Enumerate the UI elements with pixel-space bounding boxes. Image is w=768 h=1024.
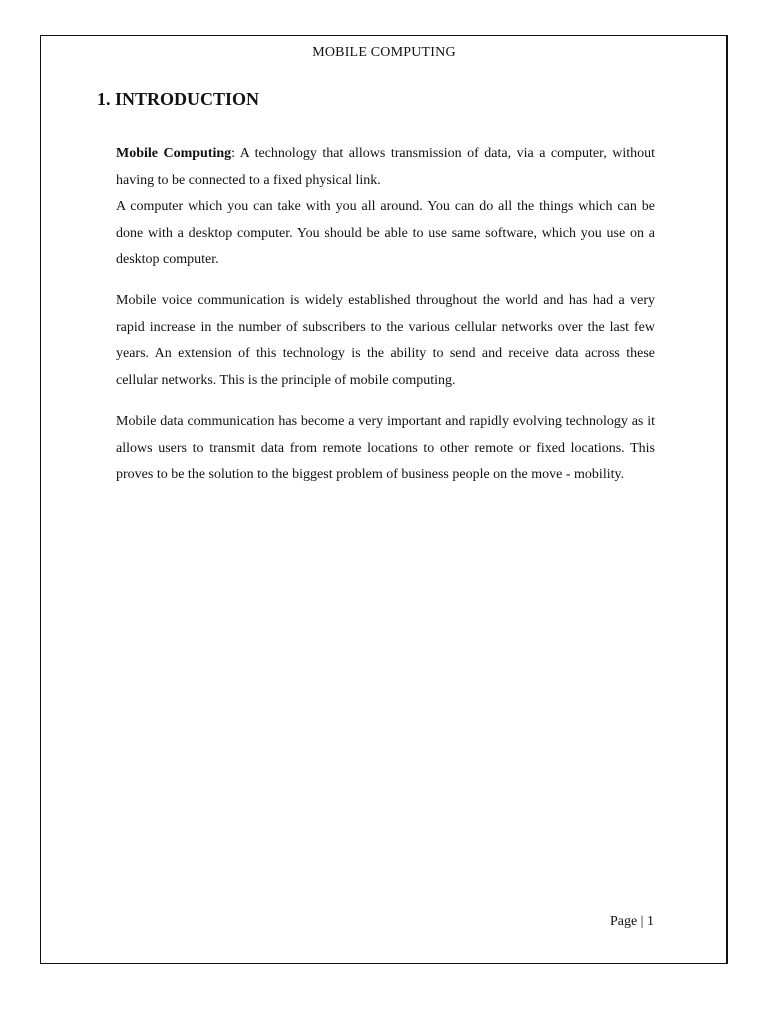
paragraph-data-communication: Mobile data communication has become a very important and rapidly evolving technology as it allows users to transmit data from remote locations to other remote or fixed locations. This proves to be the solution to the biggest problem of business people on the move - mobility. (116, 414, 655, 482)
paragraph-voice-communication: Mobile voice communication is widely established throughout the world and has had a very rapid increase in the number of subscribers to the various cellular networks over the last few years. An extension of this technology is the ability to send and receive data across these cellular networks. This is the principle of mobile computing. (116, 293, 655, 388)
section-heading: 1. INTRODUCTION (97, 89, 260, 109)
definition-paragraph (116, 141, 655, 194)
page-number: Page | 1 (609, 914, 654, 929)
definition-term: Mobile Computing (116, 146, 232, 161)
definition-text: : A technology that allows transmission of data, via a computer, without having to be connected to a fixed physical link. (116, 146, 655, 188)
paragraph-portable-computer: A computer which you can take with you all around. You can do all the things which can be done with a desktop computer. You should be able to use same software, which you use on a desktop computer. (116, 199, 655, 267)
running-header: MOBILE COMPUTING (312, 45, 456, 60)
